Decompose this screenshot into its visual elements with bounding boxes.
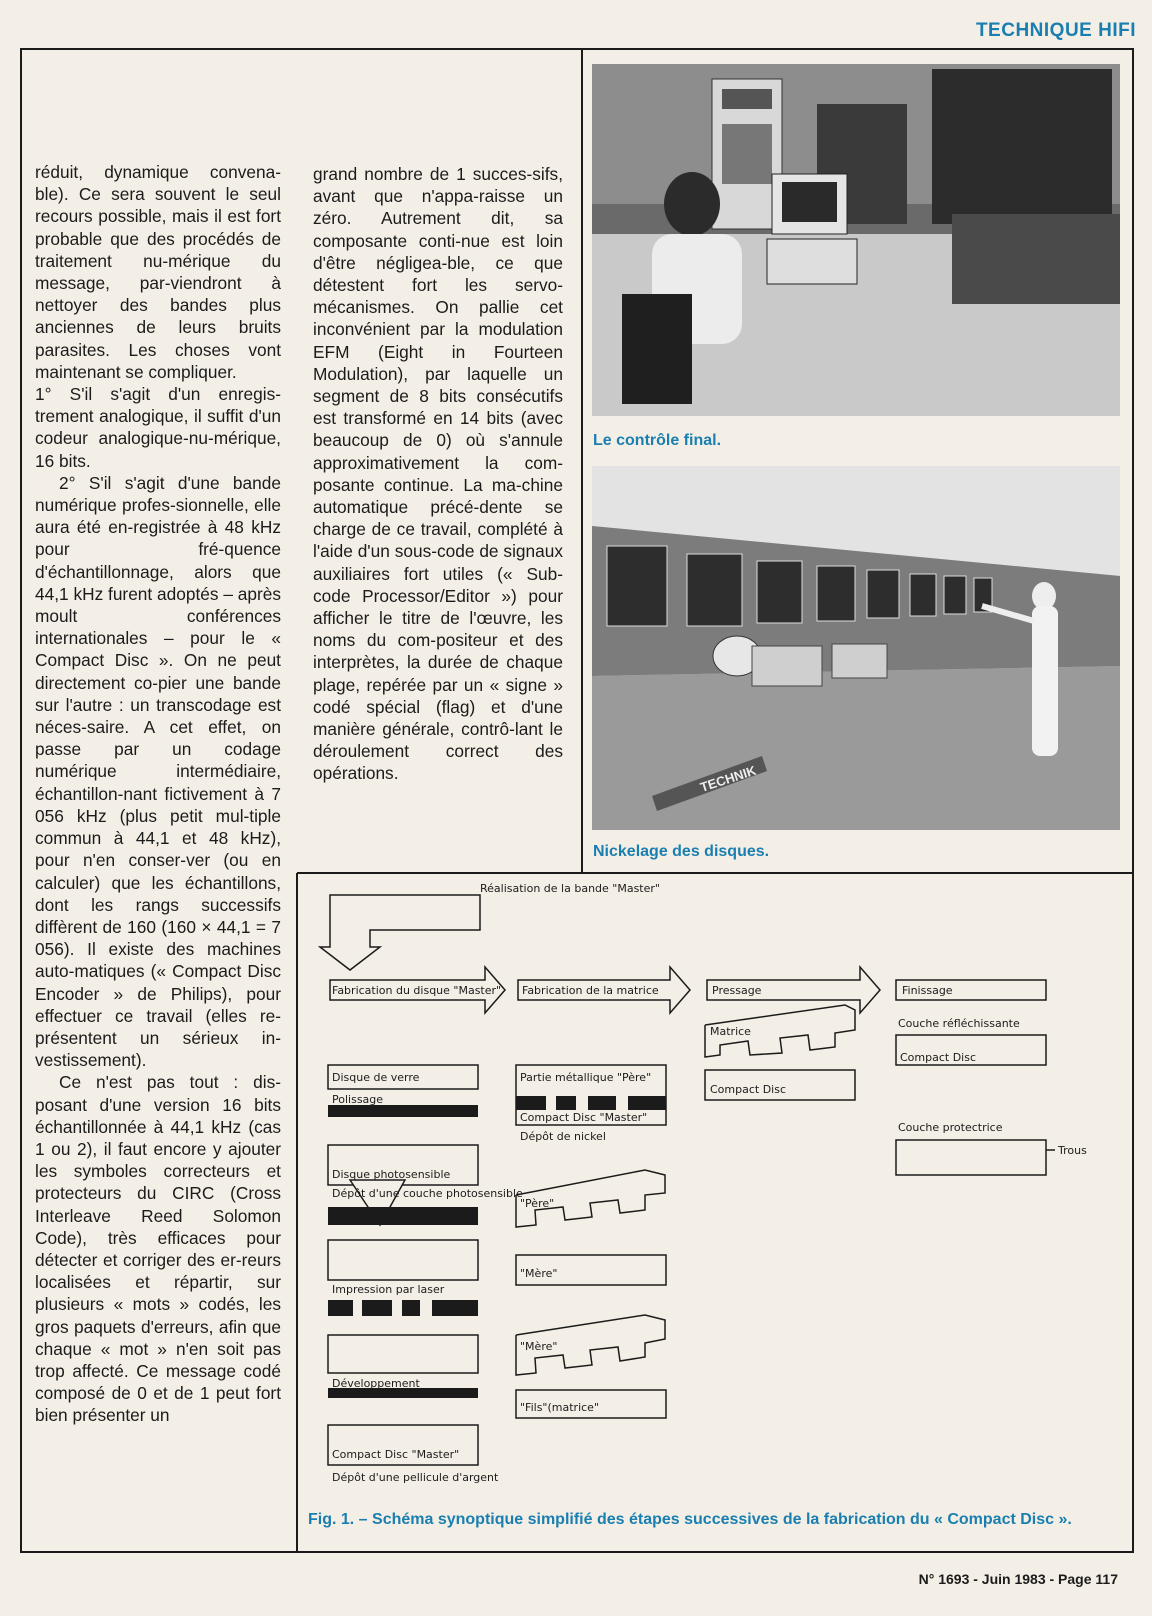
section-header: TECHNIQUE HIFI [975,20,1136,41]
fabrication-diagram [320,882,1120,1520]
article-column-1 [35,161,281,1427]
photo-nickel-plating [592,466,1120,830]
fig-label: Disque photosensible [332,1168,451,1181]
photo-final-control [592,64,1120,416]
fig-label: Disque de verre [332,1071,420,1084]
fig-label: Dépôt d'une couche photosensible [332,1187,523,1200]
paragraph: 1° S'il s'agit d'un enregis-trement analogique, il suffit d'un codeur analogique-nu-mérique, 16 bits. [35,384,281,471]
fig-stage-2: Fabrication de la matrice [522,984,659,997]
article-column-2 [313,163,563,785]
fig-label: Polissage [332,1093,384,1106]
figure-left-rule [296,873,298,1553]
paragraph: grand nombre de 1 succes-sifs, avant que n'appa-raisse un zéro. Autrement dit, sa composante conti-nue est loin d'être négligea-ble, ce que détestent fort les servo-mécanismes. On pallie cet inconvénient par la modulation EFM (Eight in Fourteen Modulation), par laquelle un segment de 8 bits consécutifs est transformé en 14 bits (avec beaucoup de 0) où s'annule approximativement la com-posante continue. La ma-chine automatique précé-dente se charge de ce travail, complété à l'aide d'un sous-code de signaux auxiliaires fort utiles (« Sub-code Processor/Editor ») pour afficher le titre de l'œuvre, les noms du com-positeur et des interprètes, la durée de chaque plage, repérée par un « signe » codé spécial (flag) et d'une manière générale, contrô-lant le déroulement correct des opérations. [313,164,563,784]
fig-label: "Fils"(matrice" [520,1401,600,1414]
fig-label: Compact Disc "Master" [520,1111,648,1124]
fig-label: Partie métallique "Père" [520,1071,652,1084]
fig-label: Développement [332,1377,420,1390]
fig-label: Couche réfléchissante [898,1017,1020,1030]
figure-caption: Fig. 1. – Schéma synoptique simplifié des étapes successives de la fabrication du « Compact Disc ». [308,1511,1072,1528]
page-footer: N° 1693 - Juin 1983 - Page 117 [918,1571,1118,1587]
fig-label: Impression par laser [332,1283,445,1296]
fig-label: Dépôt de nickel [520,1130,606,1143]
fig-label: Couche protectrice [898,1121,1003,1134]
machine-sign: TECHNIK [698,762,758,795]
fig-stage-4: Finissage [902,984,953,997]
fig-label: Dépôt d'une pellicule d'argent [332,1471,499,1484]
fig-label: "Père" [520,1197,555,1210]
paragraph: 2° S'il s'agit d'une bande numérique profes-sionnelle, elle aura été en-registrée à 48 kHz pour fré-quence d'échantillonnage, alors que 44,1 kHz furent adoptés – après moult conférences internationales – pour le « Compact Disc ». On ne peut directement co-pier une bande sur l'autre : un transcodage est néces-saire. A cet effet, on passe par un codage numérique intermédiaire, échantillon-nant fictivement à 7 056 kHz (plus petit mul-tiple commun à 44,1 et 48 kHz), pour n'en conser-ver (ou en calculer) que les échantillons, dont les rangs successifs diffèrent de 160 (160 × 44,1 = 7 056). Il existe des machines auto-matiques (« Compact Disc Encoder » de Philips), pour effectuer ce travail (elles re-présentent un sérieux in-vestissement). [35,472,281,1071]
figure-top-rule [297,872,1134,874]
fig-label: "Mère" [520,1340,558,1353]
photo2-caption: Nickelage des disques. [593,843,770,860]
fig-label: Compact Disc [900,1051,977,1064]
fig-label: Compact Disc [710,1083,787,1096]
photo1-caption: Le contrôle final. [593,432,722,449]
fig-stage-1: Fabrication du disque "Master" [332,984,502,997]
fig-label: Matrice [710,1025,751,1038]
fig-top-note: Réalisation de la bande "Master" [480,882,660,895]
fig-label: Trous [1058,1144,1087,1157]
paragraph: réduit, dynamique convena-ble). Ce sera souvent le seul recours possible, mais il est fort probable que des procédés de traitement nu-mérique du message, par-viendront à nettoyer des bandes plus anciennes de leurs bruits parasites. Les choses vont maintenant se compliquer. [35,162,281,382]
fig-label: Compact Disc "Master" [332,1448,460,1461]
column-divider [581,48,583,874]
fig-stage-3: Pressage [712,984,762,997]
paragraph: Ce n'est pas tout : dis-posant d'une version 16 bits échantillonnée à 44,1 kHz (cas 1 ou 2), il faut encore y ajouter les symboles correcteurs et protecteurs du CIRC (Cross Interleave Reed Solomon Code), très efficaces pour détecter et corriger des er-reurs localisées et répartir, sur plusieurs « mots » codés, les gros paquets d'erreurs, afin que chaque « mot » n'en soit pas trop affecté. Ce message codé composé de 0 et de 1 peut fort bien présenter un [35,1072,281,1426]
fig-label: "Mère" [520,1267,558,1280]
